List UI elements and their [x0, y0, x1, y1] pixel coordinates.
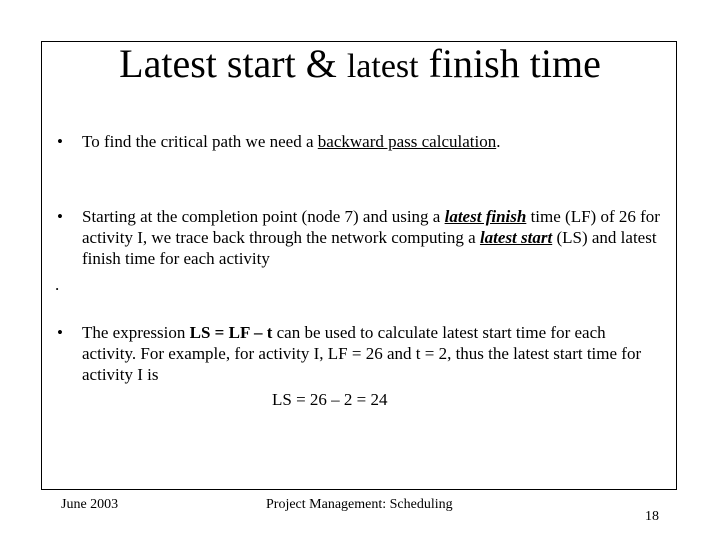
b3-text-a: The expression — [82, 323, 190, 342]
b2-text-b: time (LF) of 26 for activity I, we trace back through the network computing a — [82, 207, 660, 247]
bullet-marker-3: • — [57, 323, 63, 342]
b2-latest-finish: latest finish — [444, 207, 527, 226]
bullet-text-2 — [82, 206, 662, 269]
b3-formula: LS = LF – t — [189, 323, 273, 342]
footer-title: Project Management: Scheduling — [266, 497, 453, 512]
title-part-1: Latest start & — [119, 41, 347, 86]
stray-dot: . — [55, 275, 60, 294]
b1-text-b: . — [496, 132, 501, 151]
bullet-text-3 — [82, 322, 662, 385]
equation: LS = 26 – 2 = 24 — [272, 390, 388, 409]
footer-page-number: 18 — [645, 509, 659, 524]
b1-text-a: To find the critical path we need a — [82, 132, 318, 151]
b2-text-c: (LS) and latest finish time for each activity — [82, 228, 657, 268]
b1-underlined: backward pass calculation — [317, 132, 497, 151]
bullet-marker-1: • — [57, 132, 63, 151]
footer-date: June 2003 — [61, 497, 119, 512]
b2-text-a: Starting at the completion point (node 7) and using a — [82, 207, 445, 226]
b3-text-b: can be used to calculate latest start time for each activity. For example, for activity I, LF = 26 and t = 2, thus the latest start time for activity I is — [82, 323, 642, 384]
bullet-text-1 — [82, 131, 662, 152]
title-part-2: latest — [346, 48, 419, 85]
bullet-marker-2: • — [57, 207, 63, 226]
slide-title — [0, 38, 720, 93]
b2-latest-start: latest start — [479, 228, 553, 247]
title-part-3: finish time — [418, 41, 601, 86]
